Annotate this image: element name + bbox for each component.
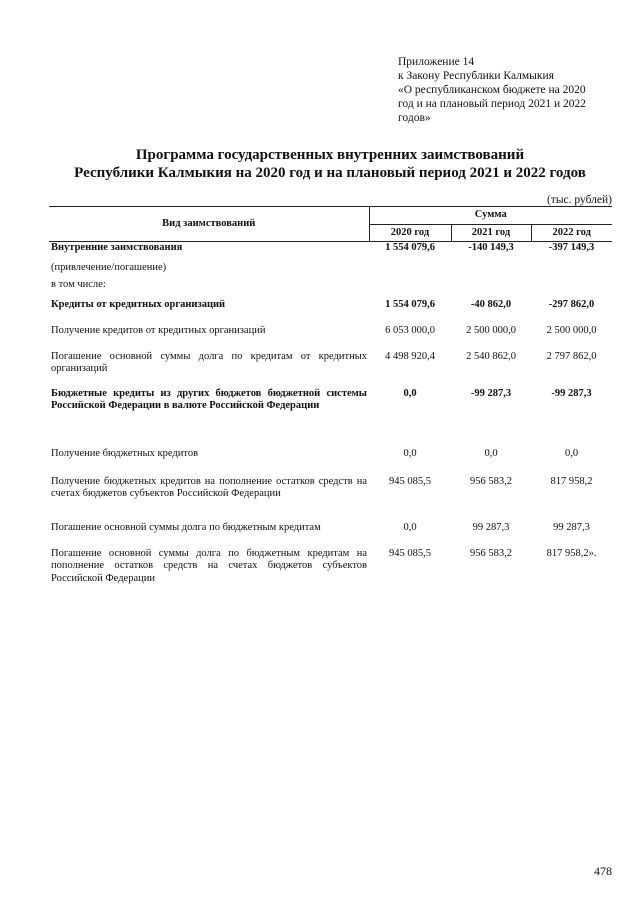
value-2022 <box>531 262 612 279</box>
value-2021: 956 583,2 <box>470 547 512 559</box>
value-2022: 817 958,2 <box>550 475 593 487</box>
header-year: 2021 год <box>451 224 531 242</box>
document-title <box>40 146 620 182</box>
row-name: Получение бюджетных кредитов <box>51 447 199 459</box>
value-2020: 6 053 000,0 <box>385 324 435 336</box>
value-2022: 0,0 <box>564 447 579 459</box>
value-2020 <box>369 279 451 299</box>
value-2022: 99 287,3 <box>553 521 590 533</box>
table-row <box>49 388 612 448</box>
borrowing-table <box>49 206 612 592</box>
value-2021: -140 149,3 <box>468 242 514 253</box>
row-name: Получение кредитов от кредитных организаций <box>51 324 266 336</box>
value-2022: 2 500 000,0 <box>546 324 597 336</box>
appendix-line: к Закону Республики Калмыкия <box>398 70 554 82</box>
appendix-line: «О республиканском бюджете на 2020 <box>398 84 586 96</box>
value-2021 <box>451 262 531 279</box>
row-name: (привлечение/погашение) <box>51 261 167 273</box>
value-2021: -40 862,0 <box>470 298 512 310</box>
value-2021: -99 287,3 <box>470 387 512 399</box>
row-name: Бюджетные кредиты из других бюджетов бюджетной системы Российской Федерации в валюте Российской Федерации <box>51 387 367 411</box>
value-2020: 0,0 <box>403 447 417 459</box>
appendix-line: Приложение 14 <box>398 56 475 68</box>
title-line-2: Республики Калмыкия на 2020 год и на плановый период 2021 и 2022 годов <box>74 165 586 181</box>
value-2021: 0,0 <box>484 447 498 459</box>
value-2022: 817 958,2». <box>546 547 597 559</box>
value-2020: 0,0 <box>403 521 417 533</box>
table-row <box>49 242 612 262</box>
row-name: Погашение основной суммы долга по бюджетным кредитам <box>51 521 321 533</box>
value-2021: 956 583,2 <box>470 475 512 487</box>
table-row <box>49 262 612 279</box>
value-2020: 1 554 079,6 <box>385 298 435 310</box>
value-2021: 2 500 000,0 <box>466 324 516 336</box>
value-2021: 99 287,3 <box>472 521 510 533</box>
table-row <box>49 448 612 476</box>
value-2020: 945 085,5 <box>389 475 431 487</box>
value-2021 <box>451 279 531 299</box>
table-row <box>49 279 612 299</box>
value-2022: -397 149,3 <box>548 242 595 253</box>
value-2020: 1 554 079,6 <box>385 242 435 253</box>
value-2022: -297 862,0 <box>548 298 595 310</box>
value-2020 <box>369 262 451 279</box>
table-row <box>49 522 612 548</box>
table-row <box>49 325 612 351</box>
page-number: 478 <box>594 864 612 878</box>
row-name: Кредиты от кредитных организаций <box>51 298 226 310</box>
row-name: Погашение основной суммы долга по бюджетным кредитам на пополнение остатков средств на счетах бюджетов субъектов Российской Федерации <box>51 547 367 584</box>
units-label: (тыс. рублей) <box>546 194 612 206</box>
table-row <box>49 351 612 388</box>
value-2021: 2 540 862,0 <box>466 350 516 362</box>
value-2020: 4 498 920,4 <box>385 350 435 362</box>
table-row <box>49 299 612 325</box>
appendix-line: годов» <box>398 112 431 124</box>
value-2020: 0,0 <box>403 387 417 399</box>
value-2020: 945 085,5 <box>389 547 431 559</box>
row-name: Погашение основной суммы долга по кредитам от кредитных организаций <box>51 350 367 374</box>
row-name: в том числе: <box>51 278 106 290</box>
row-name: Внутренние заимствования <box>51 242 183 253</box>
header-year: 2022 год <box>531 224 612 242</box>
table-row <box>49 476 612 522</box>
appendix-line: год и на плановый период 2021 и 2022 <box>398 98 587 110</box>
appendix-note <box>398 55 618 125</box>
title-line-1: Программа государственных внутренних заимствований <box>135 147 525 163</box>
header-year: 2020 год <box>369 224 451 242</box>
row-name: Получение бюджетных кредитов на пополнение остатков средств на счетах бюджетов субъектов Российской Федерации <box>51 475 367 499</box>
value-2022: -99 287,3 <box>551 387 592 399</box>
header-kind: Вид заимствований <box>49 207 369 242</box>
value-2022: 2 797 862,0 <box>546 350 597 362</box>
value-2022 <box>531 279 612 299</box>
table-row <box>49 548 612 592</box>
header-sum: Сумма <box>369 207 612 225</box>
